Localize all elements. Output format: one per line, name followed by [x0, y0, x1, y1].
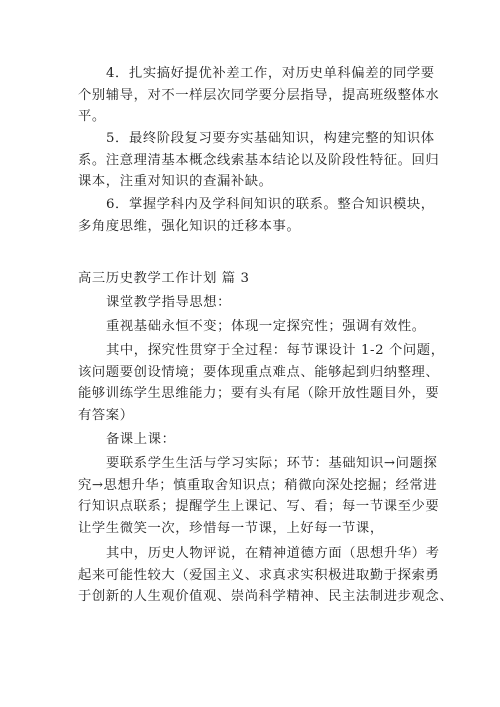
guideline-principles — [78, 316, 428, 338]
paragraph-line: 系。注意理清基本概念线索基本结论以及阶段性特征。回归 — [78, 152, 440, 168]
lesson-prep-label — [78, 429, 428, 451]
section-title: 高三历史教学工作计划 篇 3 — [78, 271, 250, 286]
paragraph-line: 个别辅导，对不一样层次同学要分层指导，提高班级整体水 — [78, 87, 440, 103]
paragraph-line: 多角度思维，强化知识的迁移本事。 — [78, 218, 301, 234]
paragraph-item-6 — [78, 194, 435, 237]
paragraph-item-5 — [78, 128, 440, 193]
paragraph-line: 于创新的人生观价值观、崇尚科学精神、民主法制进步观念、 — [78, 589, 454, 604]
paragraph-line: 其中，历史人物评说，在精神道德方面（思想升华）考 — [106, 546, 440, 561]
paragraph-line: 有答案） — [78, 407, 134, 423]
paragraph-item-4 — [78, 63, 440, 128]
paragraph-line: 4．扎实搞好提优补差工作，对历史单科偏差的同学要 — [106, 66, 435, 81]
paragraph-line: 5．最终阶段复习要夯实基础知识，构建完整的知识体 — [106, 131, 435, 146]
paragraph-line: 平。 — [78, 109, 106, 124]
paragraph-line: 备课上课： — [106, 432, 176, 447]
paragraph-line: 究→思想升华；慎重取舍知识点；稍微向深处挖掘；经常进 — [78, 477, 438, 493]
paragraph-line: 课堂教学指导思想： — [106, 295, 232, 310]
paragraph-line: 让学生微笑一次，珍惜每一节课，上好每一节课， — [78, 520, 384, 536]
paragraph-line: 要联系学生生活与学习实际；环节：基础知识→问题探 — [106, 456, 438, 471]
paragraph-line: 6．掌握学科内及学科间知识的联系。整合知识模块， — [106, 197, 435, 212]
paragraph-line: 起来可能性较大（爱国主义、求真求实积极进取勤于探索勇 — [78, 567, 440, 583]
lesson-prep-paragraph — [78, 453, 440, 539]
paragraph-line: 课本，注重对知识的查漏补缺。 — [78, 174, 273, 189]
inquiry-paragraph — [78, 340, 445, 426]
paragraph-line: 重视基础永恒不变；体现一定探究性；强调有效性。 — [106, 319, 426, 334]
paragraph-line: 其中，探究性贯穿于全过程：每节课设计 1-2 个问题， — [106, 343, 445, 358]
paragraph-line: 行知识点联系；提醒学生上课记、写、看；每一节课至少要 — [78, 499, 440, 514]
paragraph-line: 能够训练学生思维能力；要有头有尾（除开放性题目外，要 — [78, 386, 440, 401]
historical-figures-paragraph — [78, 543, 454, 608]
paragraph-line: 该问题要创设情境；要体现重点难点、能够起到归纳整理、 — [78, 364, 440, 380]
teaching-guideline-label — [78, 292, 428, 314]
